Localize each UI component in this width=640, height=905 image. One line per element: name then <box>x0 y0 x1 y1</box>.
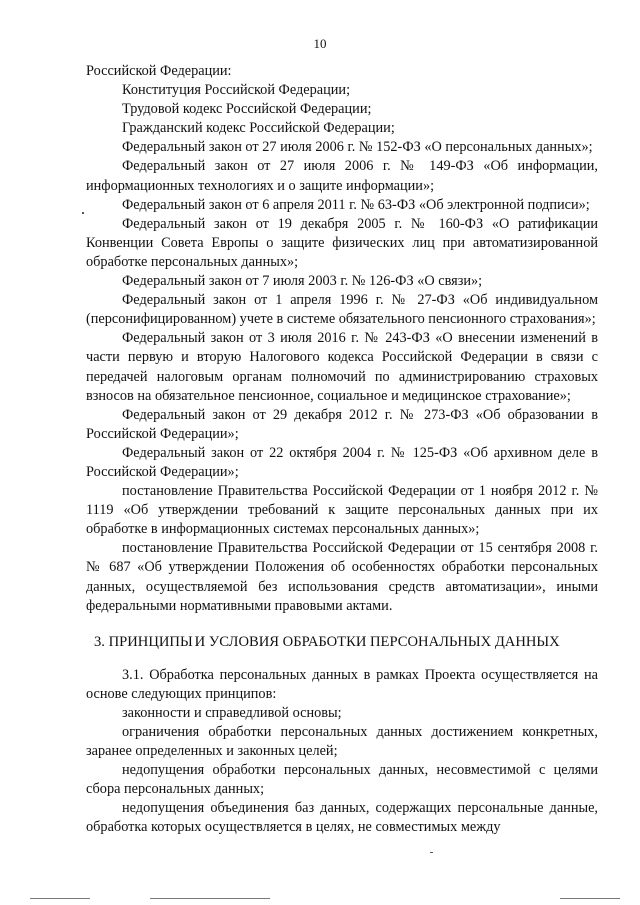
legal-act-paragraph: Федеральный закон от 22 октября 2004 г. № 125-ФЗ «Об архивном деле в Российской Федерации»; <box>86 444 598 480</box>
legal-act-paragraph: Федеральный закон от 1 апреля 1996 г. № 27-ФЗ «Об индивидуальном (персонифицированном) учете в системе обязательного пенсионного страхования»; <box>86 292 598 328</box>
legal-act-paragraph: Федеральный закон от 27 июля 2006 г. № 152-ФЗ «О персональных данных»; <box>122 139 593 156</box>
principles-list <box>86 666 598 838</box>
legal-act-paragraph: Федеральный закон от 7 июля 2003 г. № 126-ФЗ «О связи»; <box>122 273 483 290</box>
legal-act-paragraph: Конституция Российской Федерации; <box>122 82 351 99</box>
legal-act-paragraph: Федеральный закон от 19 декабря 2005 г. № 160-ФЗ «О ратификации Конвенции Совета Европы о защите физических лиц при автоматизированной обработке персональных данных»; <box>86 215 598 270</box>
document-body <box>86 62 598 838</box>
scan-edge-line <box>30 898 90 899</box>
legal-act-paragraph: Российской Федерации: <box>86 63 232 79</box>
page-number: 10 <box>313 36 327 51</box>
legal-act-paragraph: постановление Правительства Российской Федерации от 15 сентября 2008 г. № 687 «Об утверждении Положения об особенностях обработки персональных данных, осуществляемой без использования средств автоматизации», иными федеральными нормативными правовыми актами. <box>86 540 598 614</box>
scan-speck <box>82 212 84 214</box>
scan-edge-line <box>150 898 270 899</box>
legal-act-paragraph: Гражданский кодекс Российской Федерации; <box>122 120 395 137</box>
section-heading-end: И УСЛОВИЯ ОБРАБОТКИ ПЕРСОНАЛЬНЫХ ДАННЫХ <box>194 633 560 650</box>
legal-act-paragraph: Федеральный закон от 29 декабря 2012 г. № 273-ФЗ «Об образовании в Российской Федерации»; <box>86 406 598 442</box>
legal-acts-list <box>86 62 598 616</box>
legal-act-paragraph: постановление Правительства Российской Федерации от 1 ноября 2012 г. № 1119 «Об утверждении требований к защите персональных данных при их обработке в информационных системах персональных данных»; <box>86 483 598 538</box>
principle-paragraph: 3.1. Обработка персональных данных в рамках Проекта осуществляется на основе следующих принципов: <box>86 666 598 702</box>
legal-act-paragraph: Федеральный закон от 3 июля 2016 г. № 243-ФЗ «О внесении изменений в части первую и вторую Налогового кодекса Российской Федерации в связи с передачей налоговым органам полномочий по администрированию страховых взносов на обязательное пенсионное, социальное и медицинское страхование»; <box>86 330 598 404</box>
section-heading <box>86 633 598 652</box>
principle-paragraph: ограничения обработки персональных данных достижением конкретных, заранее определенных и законных целей; <box>86 724 598 760</box>
principle-paragraph: недопущения объединения баз данных, содержащих персональные данные, обработка которых осуществляется в целях, не совместимых между <box>86 800 598 836</box>
section-heading-start: 3. ПРИНЦИПЫ <box>94 633 193 650</box>
principle-paragraph: законности и справедливой основы; <box>122 704 342 721</box>
scan-speck <box>430 852 433 853</box>
principle-paragraph: недопущения обработки персональных данных, несовместимой с целями сбора персональных данных; <box>86 762 598 798</box>
legal-act-paragraph: Федеральный закон от 6 апреля 2011 г. № 63-ФЗ «Об электронной подписи»; <box>122 196 590 213</box>
legal-act-paragraph: Федеральный закон от 27 июля 2006 г. № 149-ФЗ «Об информации, информационных технологиях и о защите информации»; <box>86 158 598 194</box>
legal-act-paragraph: Трудовой кодекс Российской Федерации; <box>122 101 372 118</box>
scan-edge-line <box>560 898 620 899</box>
